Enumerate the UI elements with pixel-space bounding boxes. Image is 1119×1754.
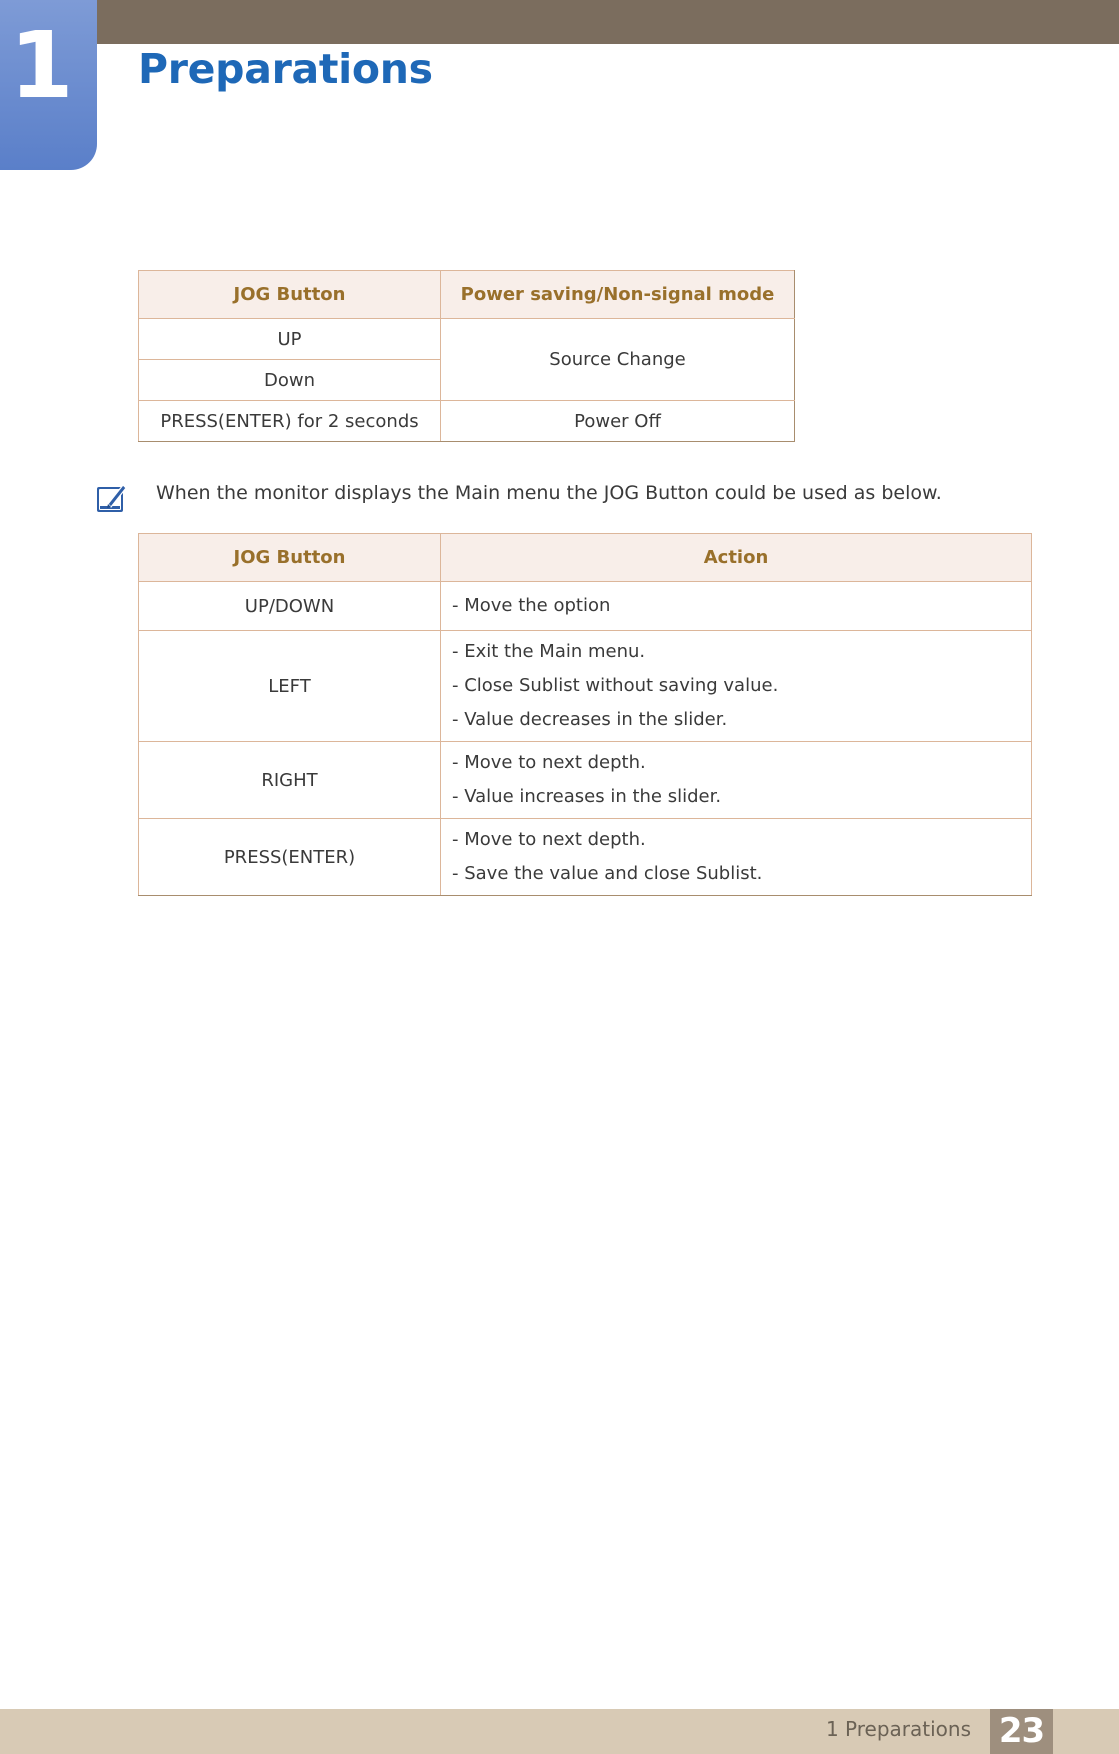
main-menu-table bbox=[138, 533, 1032, 896]
table-row bbox=[139, 319, 795, 360]
cell-mode: Source Change bbox=[441, 319, 795, 401]
cell-button: LEFT bbox=[139, 631, 441, 742]
cell-button: UP bbox=[139, 319, 441, 360]
cell-actions bbox=[441, 582, 1032, 631]
header-power-saving-mode: Power saving/Non-signal mode bbox=[441, 271, 795, 319]
table-row bbox=[139, 819, 1032, 896]
table-row bbox=[139, 742, 1032, 819]
cell-mode: Power Off bbox=[441, 401, 795, 442]
cell-button: Down bbox=[139, 360, 441, 401]
action-line: - Move to next depth. bbox=[452, 752, 646, 773]
power-saving-table bbox=[138, 270, 795, 442]
action-line: - Value decreases in the slider. bbox=[452, 709, 728, 730]
action-line: - Exit the Main menu. bbox=[452, 641, 646, 662]
cell-button: PRESS(ENTER) bbox=[139, 819, 441, 896]
cell-button: UP/DOWN bbox=[139, 582, 441, 631]
action-line: - Close Sublist without saving value. bbox=[452, 675, 779, 696]
action-line: - Move to next depth. bbox=[452, 829, 646, 850]
page-number: 23 bbox=[990, 1709, 1053, 1754]
page-title: Preparations bbox=[138, 45, 433, 93]
top-bar bbox=[0, 0, 1119, 44]
header-jog-button: JOG Button bbox=[139, 534, 441, 582]
table-row bbox=[139, 582, 1032, 631]
cell-actions bbox=[441, 631, 1032, 742]
table-row bbox=[139, 631, 1032, 742]
chapter-number: 1 bbox=[9, 12, 74, 119]
table-header-row bbox=[139, 534, 1032, 582]
chapter-tab bbox=[0, 0, 97, 170]
table-row bbox=[139, 401, 795, 442]
cell-button: PRESS(ENTER) for 2 seconds bbox=[139, 401, 441, 442]
action-line: - Value increases in the slider. bbox=[452, 786, 722, 807]
cell-actions bbox=[441, 742, 1032, 819]
action-line: - Move the option bbox=[452, 595, 611, 616]
cell-button: RIGHT bbox=[139, 742, 441, 819]
table-header-row bbox=[139, 271, 795, 319]
note-pencil-icon bbox=[96, 482, 128, 514]
action-line: - Save the value and close Sublist. bbox=[452, 863, 763, 884]
header-jog-button: JOG Button bbox=[139, 271, 441, 319]
cell-actions bbox=[441, 819, 1032, 896]
note-text: When the monitor displays the Main menu the JOG Button could be used as below. bbox=[156, 482, 942, 504]
header-action: Action bbox=[441, 534, 1032, 582]
footer-section-label: 1 Preparations bbox=[825, 1717, 971, 1741]
